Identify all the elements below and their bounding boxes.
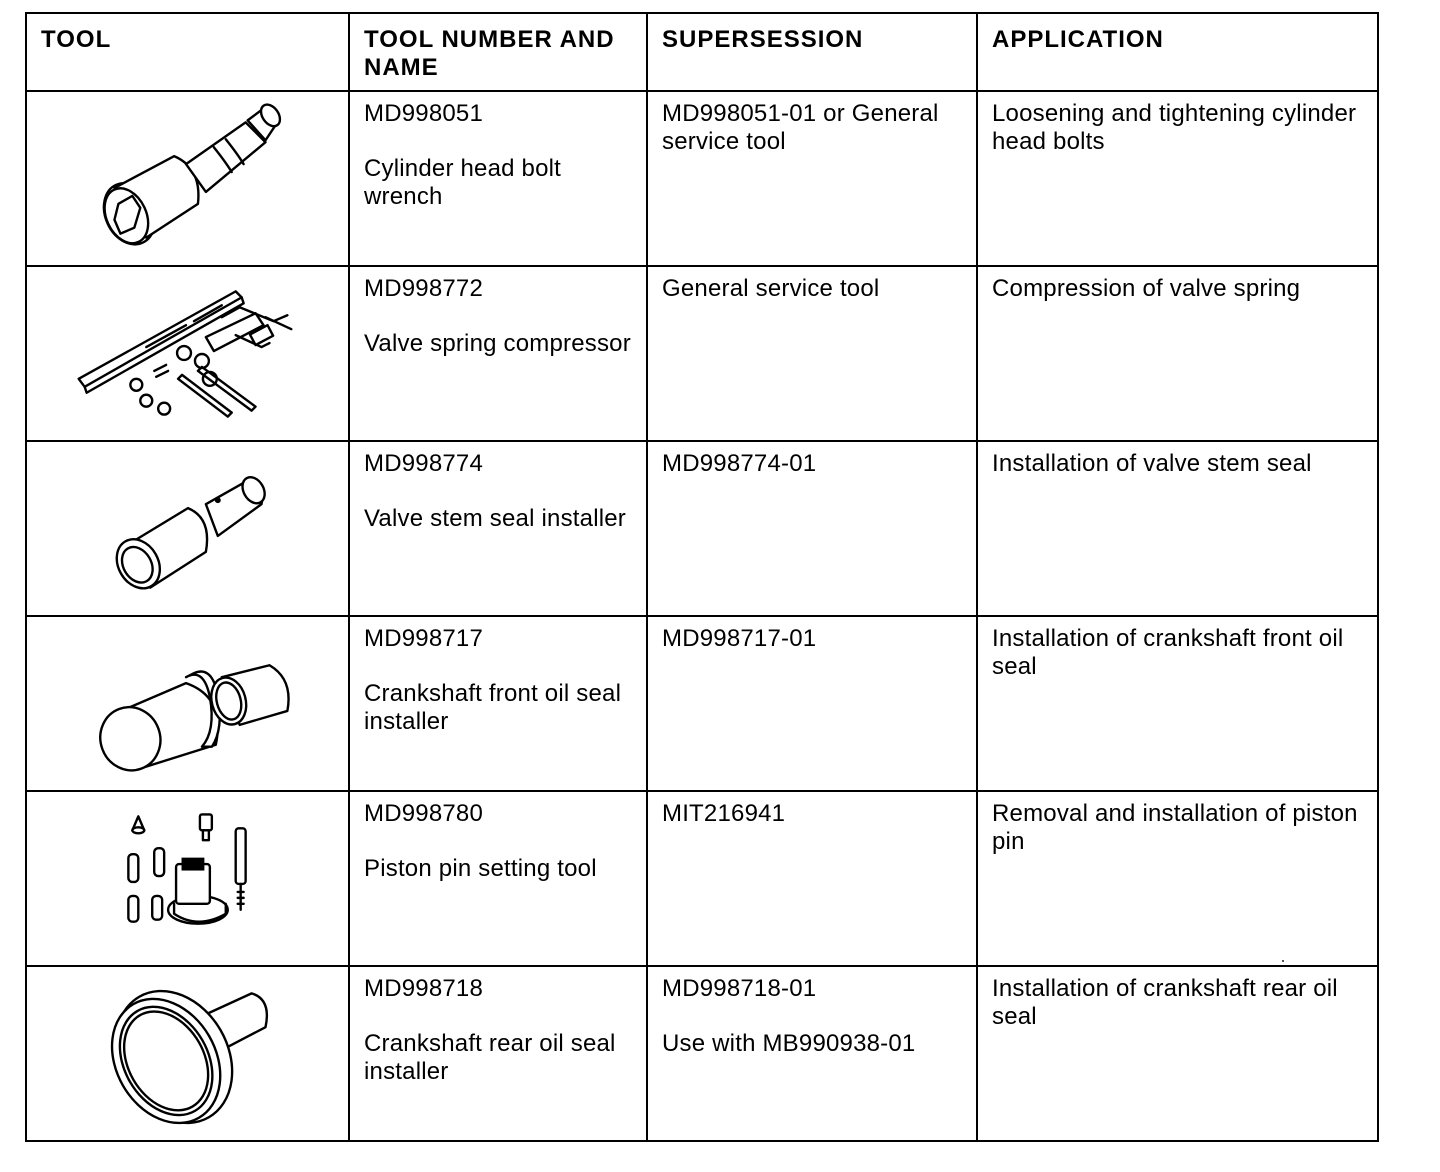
table-row (26, 616, 1378, 791)
application-cell (977, 91, 1378, 266)
tool-illustration-cell (26, 616, 349, 791)
application-text: Loosening and tightening cylinder head bolts (992, 100, 1357, 155)
tool-number-name-cell (349, 616, 647, 791)
crankshaft-front-oil-seal-installer-icon (27, 617, 348, 790)
tool-number: MD998717 (364, 625, 484, 652)
header-application: APPLICATION (977, 13, 1378, 91)
tool-number-name-cell (349, 791, 647, 966)
tool-illustration-cell (26, 966, 349, 1141)
special-tools-table (25, 12, 1379, 1142)
application-cell (977, 616, 1378, 791)
table-row (26, 966, 1378, 1141)
application-cell (977, 266, 1378, 441)
tool-name: Crankshaft front oil seal installer (364, 680, 622, 735)
supersession-text: MD998051-01 or General service tool (662, 100, 939, 155)
tool-name: Crankshaft rear oil seal installer (364, 1030, 616, 1085)
table-row (26, 266, 1378, 441)
application-text: Removal and installation of piston pin (992, 800, 1358, 855)
piston-pin-setting-tool-icon (27, 792, 348, 965)
supersession-cell (647, 791, 977, 966)
tool-number-name-cell (349, 966, 647, 1141)
application-text: Installation of crankshaft front oil seal (992, 625, 1344, 680)
tool-number-name-cell (349, 91, 647, 266)
supersession-cell (647, 441, 977, 616)
tool-illustration-cell (26, 91, 349, 266)
table-row (26, 91, 1378, 266)
supersession-text: MIT216941 (662, 800, 786, 827)
supersession-cell (647, 616, 977, 791)
table-row (26, 441, 1378, 616)
header-supersession: SUPERSESSION (647, 13, 977, 91)
application-text: Compression of valve spring (992, 275, 1301, 302)
tool-illustration-cell (26, 441, 349, 616)
application-cell (977, 441, 1378, 616)
tool-number: MD998772 (364, 275, 484, 302)
application-text: Installation of crankshaft rear oil seal (992, 975, 1338, 1030)
table-row (26, 791, 1378, 966)
scan-speck (1282, 960, 1284, 962)
tool-name: Cylinder head bolt wrench (364, 155, 562, 210)
tool-number: MD998780 (364, 800, 484, 827)
tool-number: MD998051 (364, 100, 484, 127)
application-cell (977, 791, 1378, 966)
supersession-note: Use with MB990938-01 (662, 1030, 916, 1057)
tool-number-name-cell (349, 441, 647, 616)
supersession-text: MD998718-01 (662, 975, 817, 1002)
header-tool: TOOL (26, 13, 349, 91)
supersession-text: General service tool (662, 275, 880, 302)
supersession-cell (647, 266, 977, 441)
header-tool-number-and-name: TOOL NUMBER AND NAME (349, 13, 647, 91)
tool-number-name-cell (349, 266, 647, 441)
application-text: Installation of valve stem seal (992, 450, 1312, 477)
tool-number: MD998774 (364, 450, 484, 477)
tool-name: Piston pin setting tool (364, 855, 597, 882)
supersession-text: MD998717-01 (662, 625, 817, 652)
table-header-row (26, 13, 1378, 91)
tool-number: MD998718 (364, 975, 484, 1002)
valve-spring-compressor-icon (27, 267, 348, 440)
tool-illustration-cell (26, 266, 349, 441)
crankshaft-rear-oil-seal-installer-icon (27, 967, 348, 1140)
supersession-text: MD998774-01 (662, 450, 817, 477)
supersession-cell (647, 91, 977, 266)
tool-name: Valve stem seal installer (364, 505, 626, 532)
cylinder-head-bolt-wrench-icon (27, 92, 348, 265)
supersession-cell (647, 966, 977, 1141)
application-cell (977, 966, 1378, 1141)
tool-illustration-cell (26, 791, 349, 966)
valve-stem-seal-installer-icon (27, 442, 348, 615)
tool-name: Valve spring compressor (364, 330, 631, 357)
